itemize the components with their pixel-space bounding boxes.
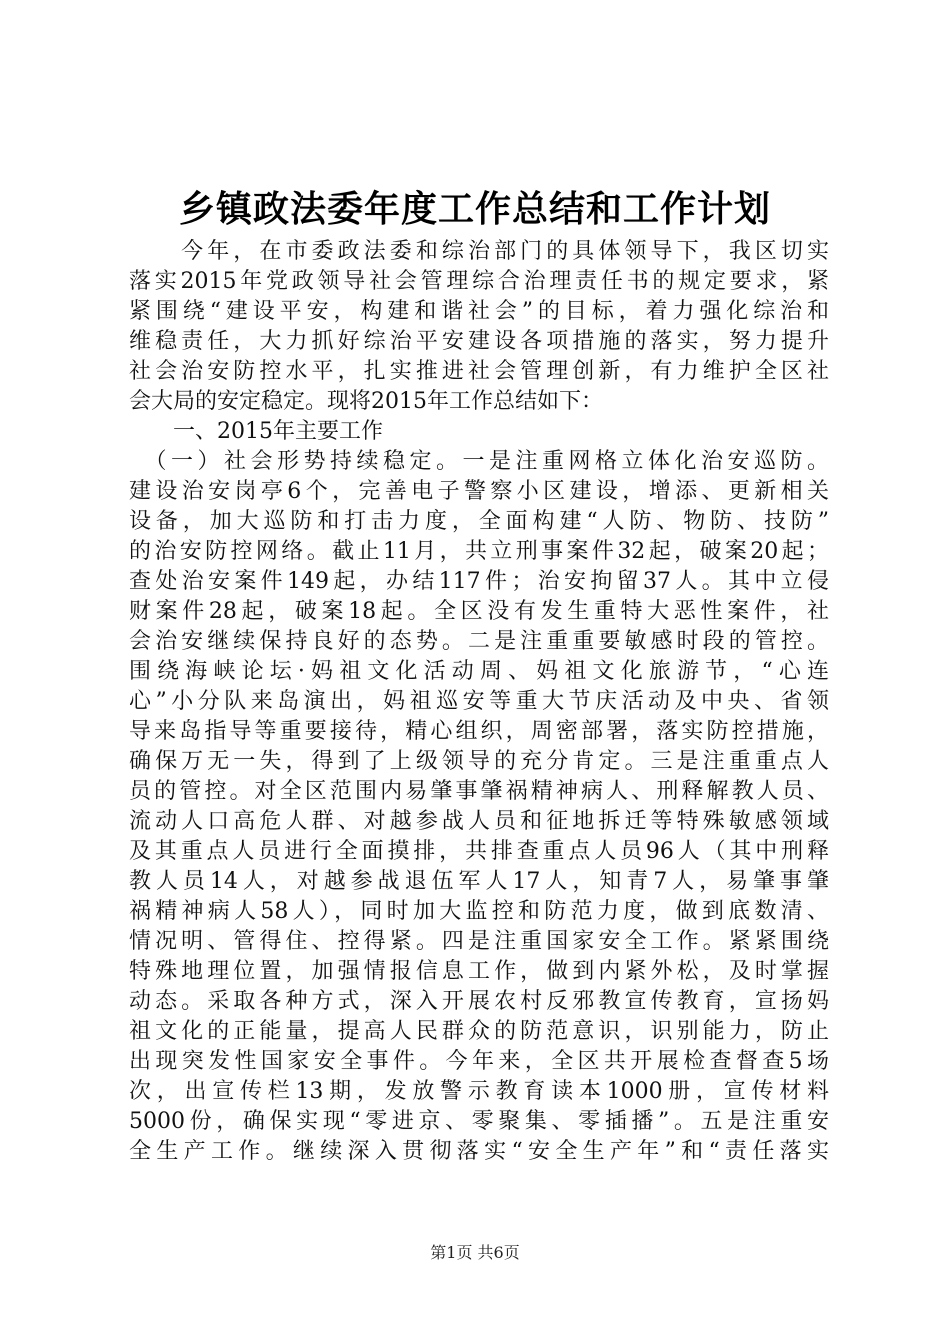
body-line: 落实2015年党政领导社会管理综合治理责任书的规定要求，紧 [129, 269, 829, 294]
body-line: 5000份，确保实现“零进京、零聚集、零插播”。五是注重安 [129, 1109, 829, 1134]
body-line: 流动人口高危人群、对越参战人员和征地拆迁等特殊敏感领域 [129, 809, 829, 834]
body-line: 紧围绕“建设平安，构建和谐社会”的目标，着力强化综治和 [129, 299, 829, 324]
body-line: 祖文化的正能量，提高人民群众的防范意识，识别能力，防止 [129, 1019, 829, 1044]
body-line: 祸精神病人58人），同时加大监控和防范力度，做到底数清、 [129, 899, 829, 924]
page-footer: 第1页 共6页 [430, 1243, 520, 1262]
body-line: 导来岛指导等重要接待，精心组织，周密部署，落实防控措施， [129, 719, 829, 744]
body-line: 财案件28起，破案18起。全区没有发生重特大恶性案件，社 [129, 599, 829, 624]
body-line: 特殊地理位置，加强情报信息工作，做到内紧外松，及时掌握 [129, 959, 829, 984]
document-body [129, 237, 829, 1167]
body-line: 教人员14人，对越参战退伍军人17人，知青7人，易肇事肇 [129, 869, 829, 894]
body-line: 全生产工作。继续深入贯彻落实“安全生产年”和“责任落实 [129, 1139, 829, 1164]
body-line: 围绕海峡论坛·妈祖文化活动周、妈祖文化旅游节，“心连 [129, 659, 829, 684]
body-line: 的治安防控网络。截止11月，共立刑事案件32起，破案20起； [129, 539, 829, 564]
body-line: 会治安继续保持良好的态势。二是注重重要敏感时段的管控。 [129, 629, 829, 654]
document-title: 乡镇政法委年度工作总结和工作计划 [178, 188, 771, 230]
body-line: 一、2015年主要工作 [129, 419, 383, 444]
body-line: 今年，在市委政法委和综治部门的具体领导下，我区切实 [129, 239, 829, 264]
body-line: 会大局的安定稳定。现将2015年工作总结如下： [129, 389, 603, 414]
body-line: 次，出宣传栏13期，发放警示教育读本1000册，宣传材料 [129, 1079, 829, 1104]
body-line: 情况明、管得住、控得紧。四是注重国家安全工作。紧紧围绕 [129, 929, 829, 954]
body-line: 查处治安案件149起，办结117件；治安拘留37人。其中立侵 [129, 569, 829, 594]
body-line: 建设治安岗亭6个，完善电子警察小区建设，增添、更新相关 [129, 479, 829, 504]
body-line: 动态。采取各种方式，深入开展农村反邪教宣传教育，宣扬妈 [129, 989, 829, 1014]
body-line: 及其重点人员进行全面摸排，共排查重点人员96人（其中刑释 [129, 839, 829, 864]
body-line: 社会治安防控水平，扎实推进社会管理创新，有力维护全区社 [129, 359, 829, 384]
body-line: 出现突发性国家安全事件。今年来，全区共开展检查督查5场 [129, 1049, 829, 1074]
body-line: 设备，加大巡防和打击力度，全面构建“人防、物防、技防” [129, 509, 829, 534]
body-line: （一）社会形势持续稳定。一是注重网格立体化治安巡防。 [129, 449, 829, 474]
body-line: 心”小分队来岛演出，妈祖巡安等重大节庆活动及中央、省领 [129, 689, 829, 714]
body-line: 确保万无一失，得到了上级领导的充分肯定。三是注重重点人 [129, 749, 829, 774]
body-line: 员的管控。对全区范围内易肇事肇祸精神病人、刑释解教人员、 [129, 779, 829, 804]
body-line: 维稳责任，大力抓好综治平安建设各项措施的落实，努力提升 [129, 329, 829, 354]
